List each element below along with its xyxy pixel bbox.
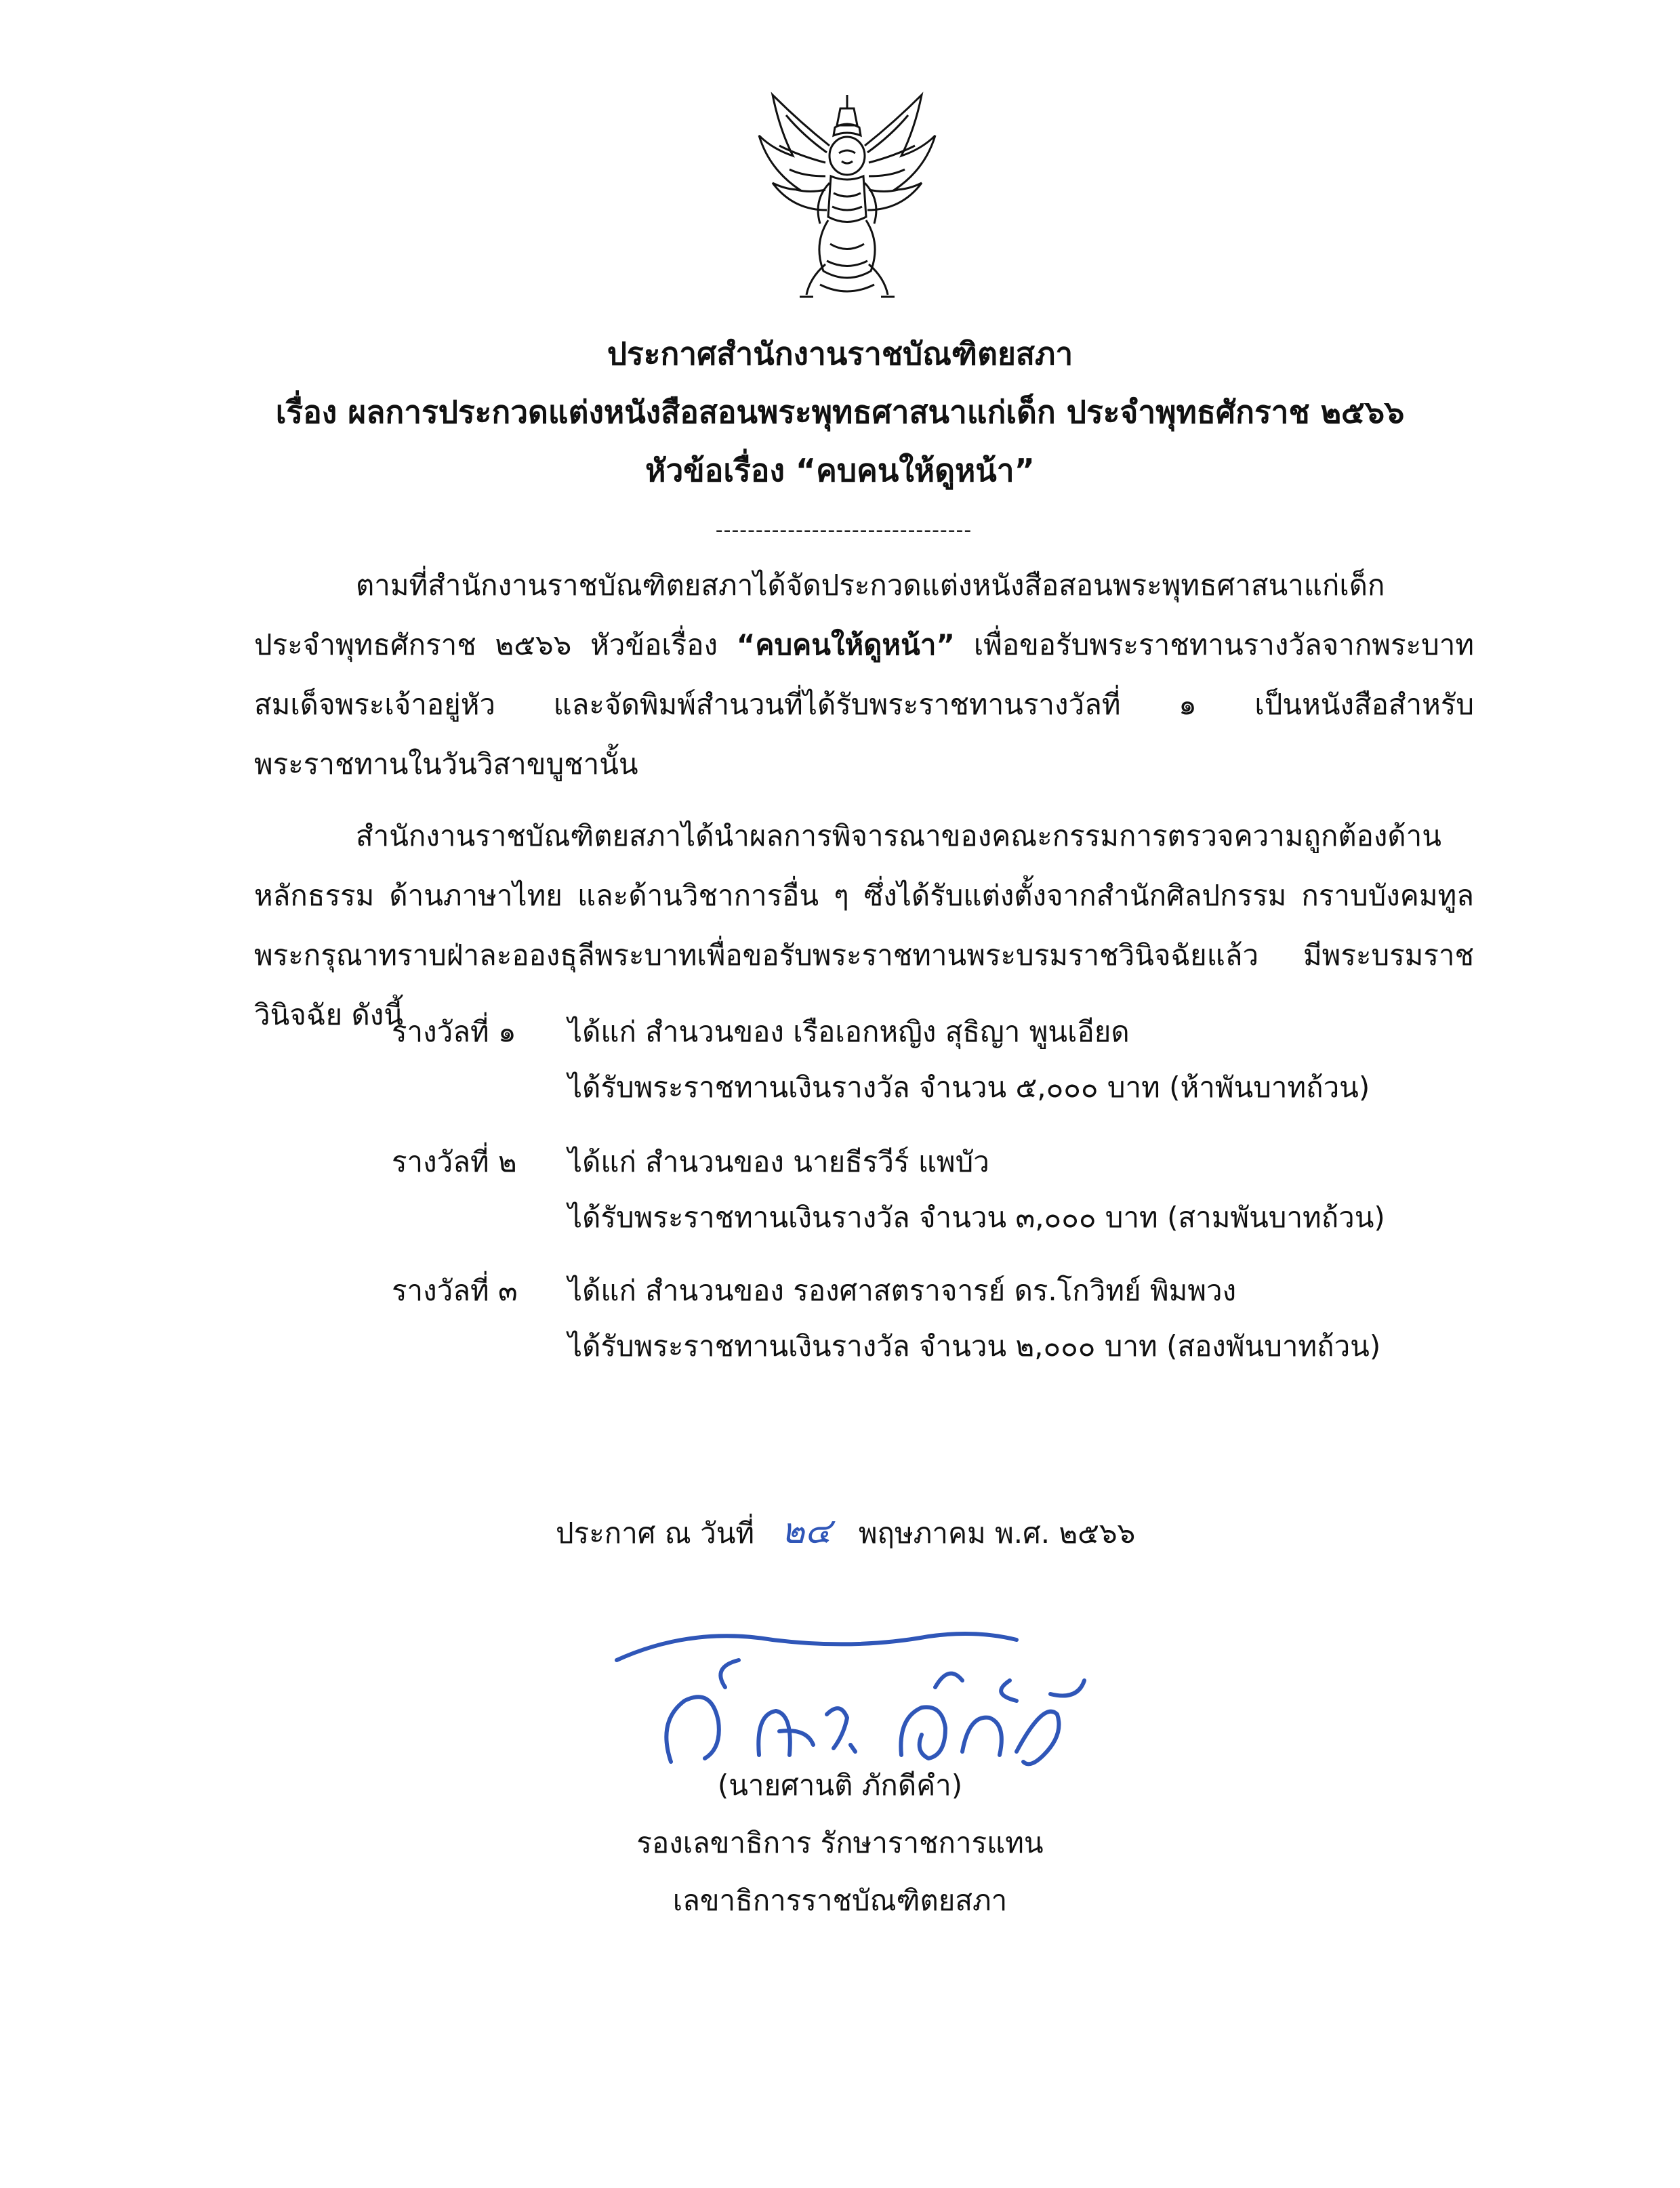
paragraph-2: สำนักงานราชบัณฑิตยสภาได้นำผลการพิจารณาของคณะกรรมการตรวจความถูกต้องด้านหลักธรรม ด้านภาษาไทย และด้านวิชาการอื่น ๆ ซึ่งได้รับแต่งตั้งจากสำนักศิลปกรรม กราบบังคมทูลพระกรุณาทราบฝ่าละอองธุลีพระบาทเพื่อขอรับพระราชทานพระบรมราชวินิจฉัยแล้ว มีพระบรมราชวินิจฉัย ดังนี้: [254, 819, 1474, 1031]
announcement-date: [556, 1511, 1135, 1554]
signature-image: [610, 1599, 1098, 1775]
divider: --------------------------------: [715, 518, 972, 542]
award-1-label: รางวัลที่ ๑: [392, 1015, 516, 1048]
signatory-name: (นายศานติ ภักดีคำ): [717, 1769, 963, 1802]
paragraph-1-text-a: ตามที่สำนักงานราชบัณฑิตยสภาได้จัดประกวดแต่งหนังสือสอนพระพุทธศาสนาแก่เด็ก ประจำพุทธศักราช ๒๕๖๖ หัวข้อเรื่อง: [254, 569, 1385, 661]
announcement-heading: ประกาศสำนักงานราชบัณฑิตยสภา: [607, 335, 1073, 372]
announcement-date-suffix: พฤษภาคม พ.ศ. ๒๕๖๖: [858, 1516, 1136, 1550]
signatory-title-2: เลขาธิการราชบัณฑิตยสภา: [672, 1884, 1008, 1917]
paragraph-1: [254, 556, 1474, 794]
award-2-prize: ได้รับพระราชทานเงินรางวัล จำนวน ๓,๐๐๐ บาท (สามพันบาทถ้วน): [568, 1201, 1385, 1234]
award-3-winner: ได้แก่ สำนวนของ รองศาสตราจารย์ ดร.โกวิทย์ พิมพวง: [568, 1274, 1237, 1307]
signatory-title-1: รองเลขาธิการ รักษาราชการแทน: [636, 1826, 1044, 1859]
paragraph-1-text-b: เพื่อขอรับพระราชทานรางวัลจากพระบาทสมเด็จพระเจ้าอยู่หัว และจัดพิมพ์สำนวนที่ได้รับพระราชทานรางวัลที่ ๑ เป็นหนังสือสำหรับพระราชทานในวันวิสาขบูชานั้น: [254, 628, 1475, 781]
award-1-winner: ได้แก่ สำนวนของ เรือเอกหญิง สุธิญา พูนเอียด: [568, 1015, 1130, 1048]
award-2-winner: ได้แก่ สำนวนของ นายธีรวีร์ แพบัว: [568, 1145, 989, 1178]
announcement-day-handwritten: ๒๔: [781, 1511, 832, 1552]
announcement-subject: เรื่อง ผลการประกวดแต่งหนังสือสอนพระพุทธศาสนาแก่เด็ก ประจำพุทธศักราช ๒๕๖๖: [275, 394, 1405, 430]
announcement-topic: หัวข้อเรื่อง “คบคนให้ดูหน้า”: [645, 452, 1035, 489]
award-2-label: รางวัลที่ ๒: [392, 1145, 517, 1178]
award-3-prize: ได้รับพระราชทานเงินรางวัล จำนวน ๒,๐๐๐ บาท (สองพันบาทถ้วน): [568, 1329, 1381, 1363]
garuda-emblem-icon: [745, 81, 949, 305]
paragraph-1-topic-bold: “คบคนให้ดูหน้า”: [736, 628, 956, 661]
announcement-date-prefix: ประกาศ ณ วันที่: [556, 1516, 755, 1550]
award-1-prize: ได้รับพระราชทานเงินรางวัล จำนวน ๕,๐๐๐ บาท (ห้าพันบาทถ้วน): [568, 1071, 1370, 1104]
award-3-label: รางวัลที่ ๓: [392, 1274, 518, 1307]
